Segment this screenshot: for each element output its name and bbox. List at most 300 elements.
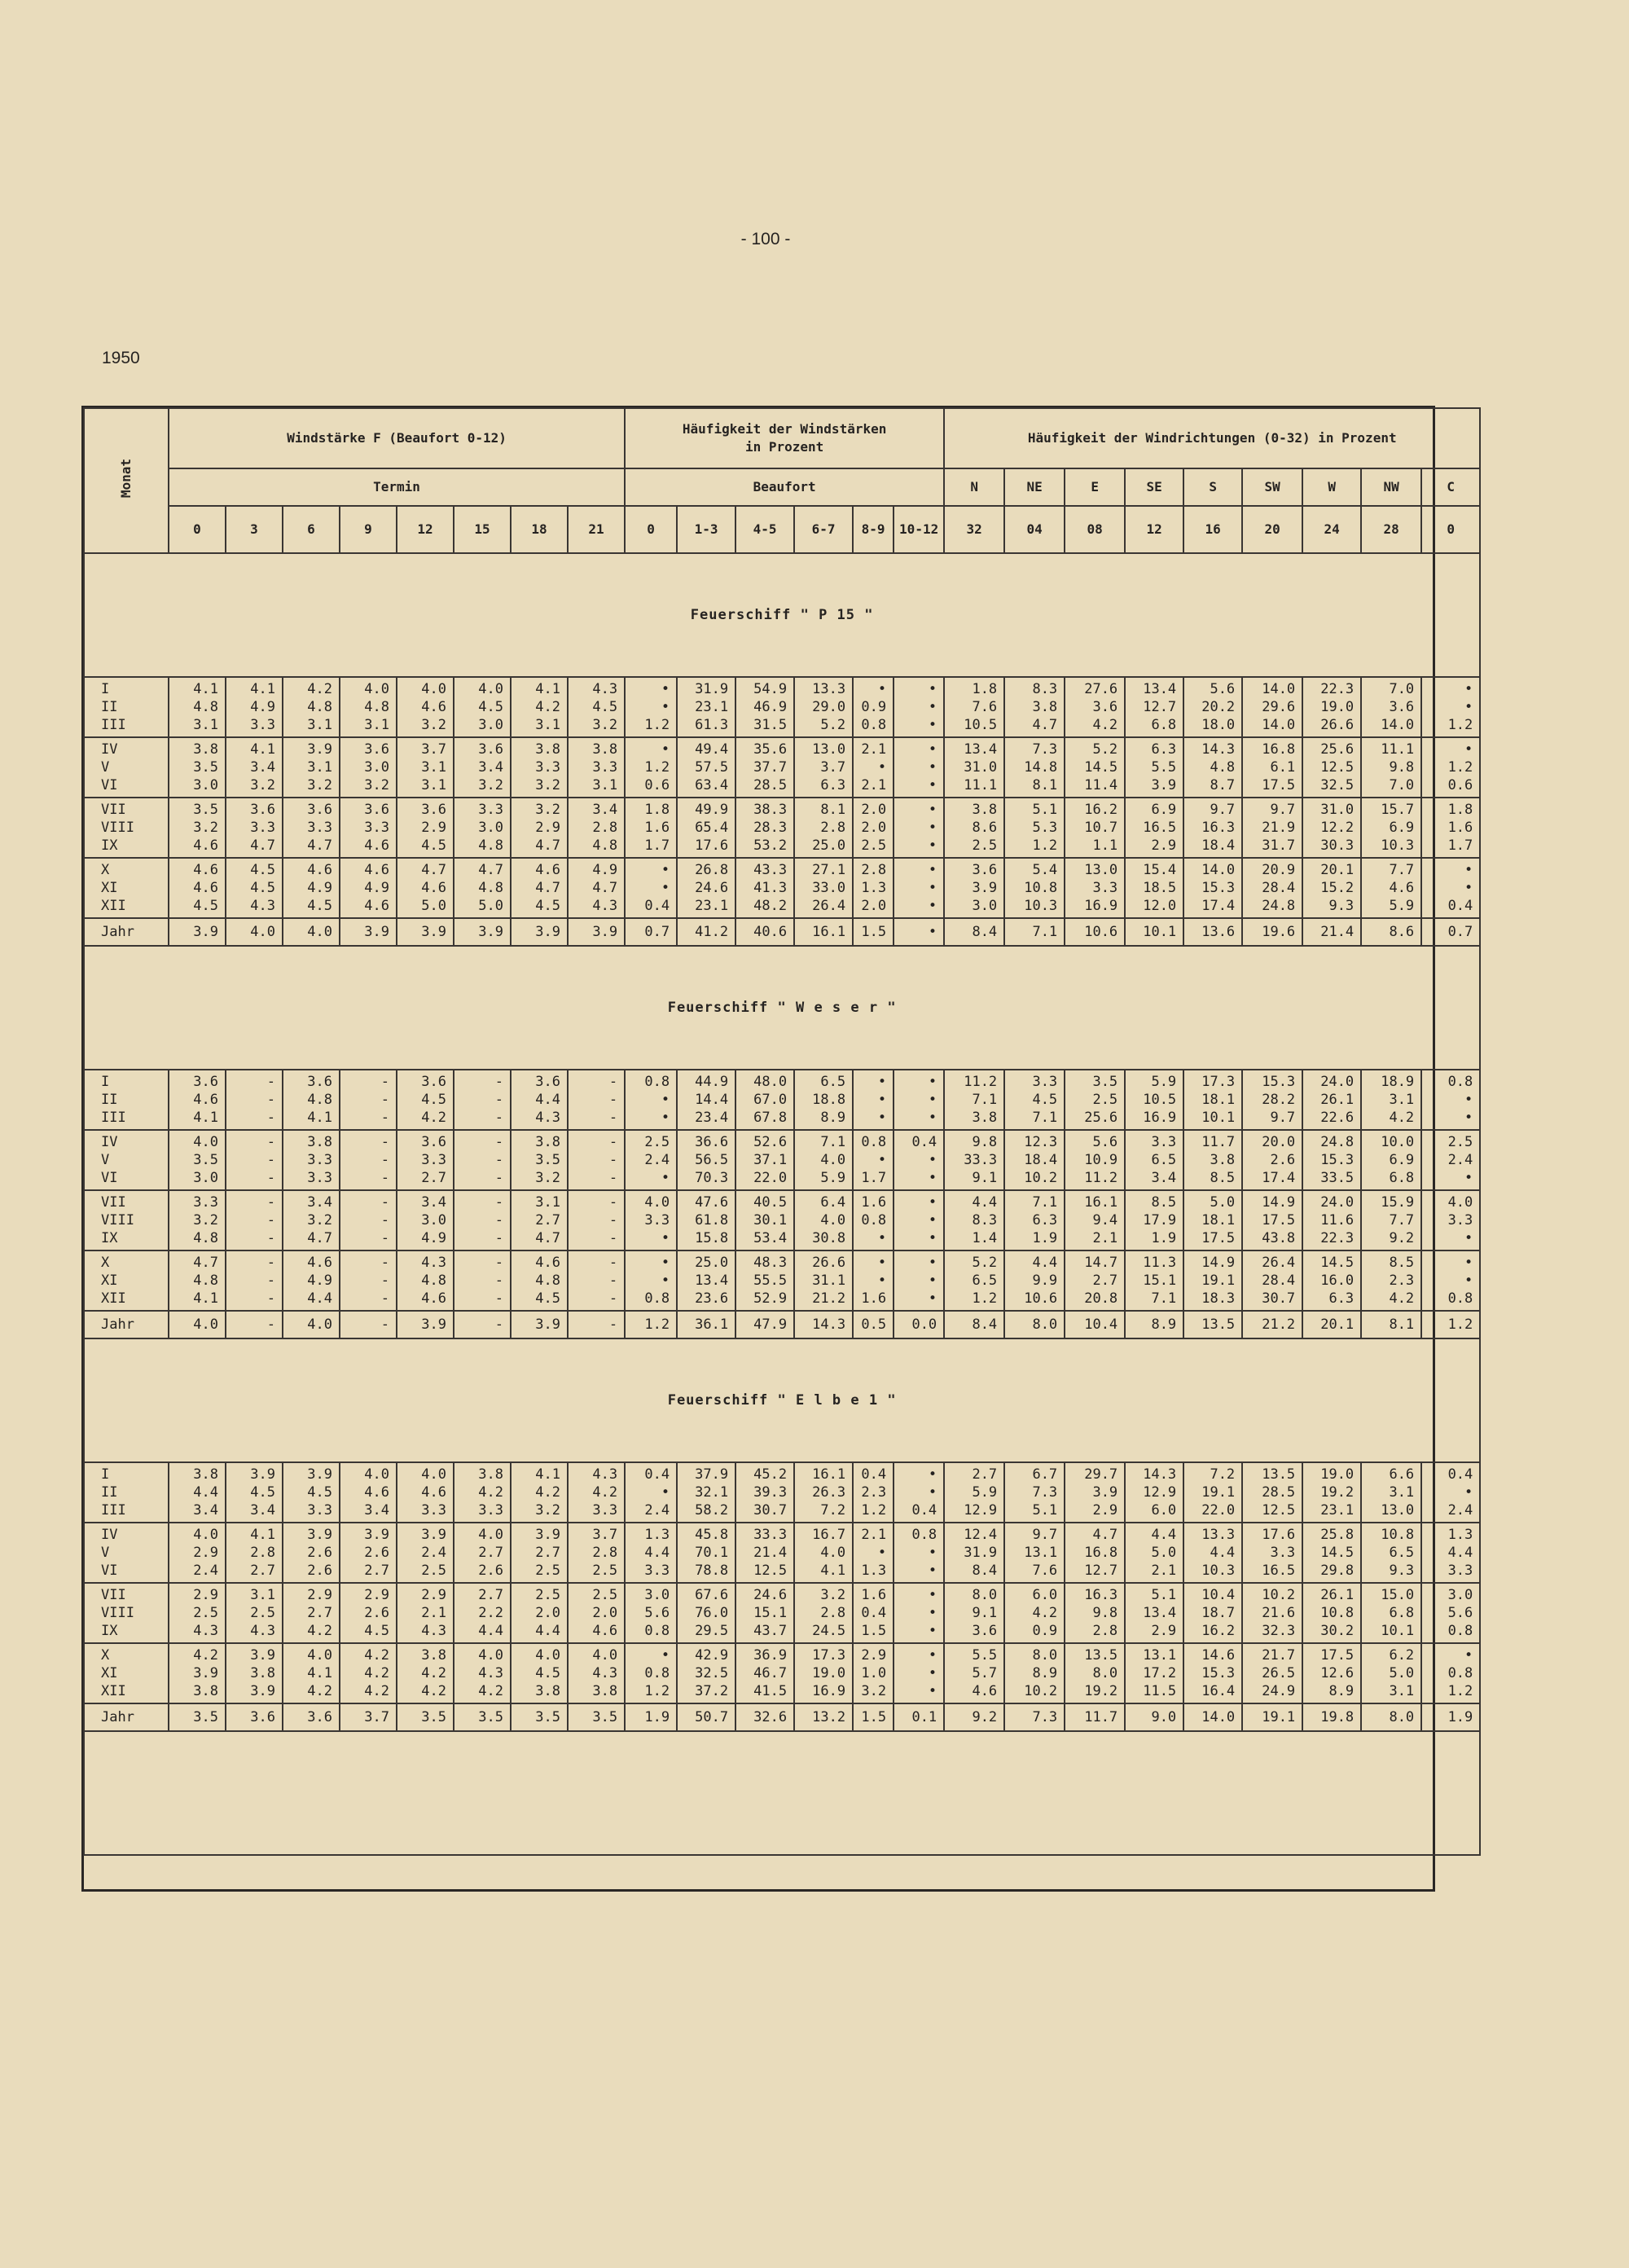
cell-values: • • • [928,1255,937,1307]
value-cell [283,1643,340,1703]
value-cell [677,1250,735,1311]
jahr-value: 3.9 [169,918,226,946]
cell-values: - - - [494,1194,503,1246]
value-cell [1065,858,1125,918]
cell-values: 4.6 4.6 4.5 [193,862,218,914]
value-cell [397,677,454,737]
value-cell [397,798,454,858]
dir-name-header: S [1183,468,1242,506]
cell-values: 5.5 5.7 4.6 [972,1647,998,1699]
cell-values: 8.0 8.9 10.2 [1024,1647,1058,1699]
value-cell [894,1523,944,1583]
value-cell [169,1583,226,1643]
jahr-value: 1.2 [625,1311,677,1338]
value-cell [397,1250,454,1311]
value-cell [1361,1462,1421,1523]
cell-values: 3.6 4.6 4.1 [193,1074,218,1126]
cell-values: 4.7 4.8 5.0 [478,862,503,914]
value-cell [226,1190,283,1250]
cell-values: 4.4 8.3 1.4 [972,1194,998,1246]
value-cell [735,1190,794,1250]
dir-code-header: 08 [1065,506,1125,553]
jahr-value: 8.4 [944,918,1004,946]
cell-values: 4.1 3.4 3.2 [250,741,275,793]
value-cell [625,737,677,798]
jahr-row [84,1703,1480,1731]
value-cell [625,1250,677,1311]
value-cell [677,1070,735,1130]
value-cell [1361,1070,1421,1130]
termin-col-header: 3 [226,506,283,553]
value-cell [340,1070,397,1130]
cell-values: 2.8 1.3 2.0 [861,862,887,914]
jahr-value: 1.9 [625,1703,677,1731]
value-cell [454,1523,511,1583]
value-cell [677,1523,735,1583]
beaufort-col-header: 4-5 [735,506,794,553]
cell-values: • 1.2 0.6 [1447,741,1473,793]
value-cell [853,1070,894,1130]
cell-values: 26.8 24.6 23.1 [695,862,729,914]
month-labels: X XI XII [101,862,126,914]
cell-values: 44.9 14.4 23.4 [695,1074,729,1126]
value-cell [625,798,677,858]
cell-values: 3.4 3.0 4.9 [421,1194,446,1246]
value-cell [853,1462,894,1523]
cell-values: 16.3 9.8 2.8 [1084,1587,1118,1639]
value-cell [1361,1583,1421,1643]
value-cell [1004,1130,1065,1190]
value-cell [944,798,1004,858]
cell-values: 15.3 28.2 9.7 [1262,1074,1296,1126]
jahr-value: 8.0 [1361,1703,1421,1731]
value-cell [1065,1070,1125,1130]
cell-values: 4.0 4.6 3.2 [421,681,446,733]
cell-values: 4.0 2.9 2.4 [193,1527,218,1579]
cell-values: 15.0 6.8 10.1 [1381,1587,1415,1639]
cell-values: 48.0 67.0 67.8 [753,1074,788,1126]
value-cell [226,1130,283,1190]
value-cell [894,1190,944,1250]
cell-values: 25.6 12.5 32.5 [1320,741,1355,793]
value-cell [226,1462,283,1523]
value-cell [169,737,226,798]
cell-values: 9.7 21.9 31.7 [1262,802,1296,854]
jahr-value: 4.0 [169,1311,226,1338]
cell-values: 0.4 2.3 1.2 [861,1466,887,1519]
jahr-value: 3.9 [511,1311,568,1338]
value-cell [677,1130,735,1190]
cell-values: 3.6 3.3 4.7 [250,802,275,854]
cell-values: 6.4 4.0 30.8 [812,1194,846,1246]
value-cell [1125,1583,1183,1643]
jahr-value: 0.7 [1421,918,1480,946]
cell-values: - - - [380,1074,389,1126]
cell-values: 2.9 2.1 4.3 [421,1587,446,1639]
value-cell [1004,798,1065,858]
cell-values: • 1.2 0.6 [644,741,670,793]
cell-values: 3.6 4.8 4.1 [307,1074,332,1126]
jahr-value: 8.9 [1125,1311,1183,1338]
cell-values: • • • [928,1194,937,1246]
cell-values: 17.3 18.1 10.1 [1201,1074,1236,1126]
data-row-group [84,1130,1480,1190]
dir-code-header: 20 [1242,506,1302,553]
cell-values: 11.7 3.8 8.5 [1201,1134,1236,1186]
dir-name-header: SE [1125,468,1183,506]
jahr-value: 3.9 [568,918,625,946]
value-cell [1183,1462,1242,1523]
value-cell [1421,1190,1480,1250]
cell-values: 4.6 4.8 4.5 [535,1255,560,1307]
value-cell [340,1643,397,1703]
cell-values: 3.8 4.2 4.2 [421,1647,446,1699]
cell-values: • • • [928,802,937,854]
value-cell [1421,1523,1480,1583]
jahr-value: 4.0 [226,918,283,946]
cell-values: 6.0 4.2 0.9 [1032,1587,1058,1639]
value-cell [283,1250,340,1311]
value-cell [625,1643,677,1703]
value-cell [1421,677,1480,737]
cell-values: 3.0 5.6 0.8 [644,1587,670,1639]
cell-values: 3.8 3.3 3.3 [307,1134,332,1186]
value-cell [511,1130,568,1190]
cell-values: 4.0 4.1 4.2 [307,1647,332,1699]
value-cell [568,1583,625,1643]
jahr-value: 3.5 [568,1703,625,1731]
value-cell [1361,677,1421,737]
cell-values: 2.1 • 2.1 [861,741,887,793]
value-cell [735,1583,794,1643]
value-cell [1421,1462,1480,1523]
cell-values: 52.6 37.1 22.0 [753,1134,788,1186]
value-cell [1361,1190,1421,1250]
value-cell [1004,1643,1065,1703]
cell-values: 13.3 4.4 10.3 [1201,1527,1236,1579]
cell-values: 3.8 3.5 3.0 [193,741,218,793]
data-row-group [84,1583,1480,1643]
section-title-row [84,946,1480,1070]
value-cell [853,677,894,737]
cell-values: • • • [928,862,937,914]
cell-values: 4.6 4.9 4.6 [364,862,389,914]
haeufigkeit-windstaerken-header: Häufigkeit der Windstärken in Prozent [625,408,944,468]
jahr-value: 3.5 [511,1703,568,1731]
data-row-group [84,1190,1480,1250]
cell-values: 7.1 6.3 1.9 [1032,1194,1058,1246]
month-cell [84,1250,169,1311]
value-cell [735,798,794,858]
value-cell [568,858,625,918]
jahr-row [84,1311,1480,1338]
cell-values: 14.3 4.8 8.7 [1201,741,1236,793]
value-cell [1065,677,1125,737]
cell-values: • • 0.8 [644,1255,670,1307]
dir-code-header: 32 [944,506,1004,553]
value-cell [397,1462,454,1523]
data-row-group [84,1070,1480,1130]
value-cell [853,1190,894,1250]
value-cell [1004,1523,1065,1583]
value-cell [735,1643,794,1703]
value-cell [794,858,853,918]
month-cell [84,858,169,918]
value-cell [853,798,894,858]
jahr-value: 14.0 [1183,1703,1242,1731]
value-cell [1125,1643,1183,1703]
value-cell [1183,1130,1242,1190]
value-cell [511,1250,568,1311]
cell-values: 35.6 37.7 28.5 [753,741,788,793]
value-cell [454,1643,511,1703]
cell-values: 14.3 12.9 6.0 [1143,1466,1177,1519]
month-cell [84,1070,169,1130]
cell-values: 6.3 5.5 3.9 [1151,741,1177,793]
cell-values: 4.1 4.2 3.2 [535,1466,560,1519]
jahr-value: 1.5 [853,918,894,946]
cell-values: 3.9 2.6 2.7 [364,1527,389,1579]
cell-values: 17.3 19.0 16.9 [812,1647,846,1699]
value-cell [677,798,735,858]
value-cell [1361,858,1421,918]
cell-values: 3.0 5.6 0.8 [1447,1587,1473,1639]
value-cell [397,1523,454,1583]
value-cell [625,1523,677,1583]
jahr-value: 8.0 [1004,1311,1065,1338]
cell-values: 0.4 • • [911,1134,937,1186]
cell-values: 4.7 4.8 4.1 [193,1255,218,1307]
value-cell [677,677,735,737]
cell-values: 2.5 2.0 4.4 [535,1587,560,1639]
cell-values: 2.5 2.4 • [644,1134,670,1186]
cell-values: 54.9 46.9 31.5 [753,681,788,733]
value-cell [568,798,625,858]
cell-values: 3.9 2.7 2.5 [535,1527,560,1579]
value-cell [397,858,454,918]
value-cell [397,1190,454,1250]
value-cell [1125,1130,1183,1190]
jahr-value: 3.7 [340,1703,397,1731]
cell-values: 17.5 12.6 8.9 [1320,1647,1355,1699]
value-cell [1302,1250,1361,1311]
value-cell [454,1250,511,1311]
value-cell [1183,737,1242,798]
jahr-value: 3.9 [340,918,397,946]
value-cell [511,1190,568,1250]
cell-values: 37.9 32.1 58.2 [695,1466,729,1519]
cell-values: 3.6 2.9 4.5 [421,802,446,854]
beaufort-col-header: 6-7 [794,506,853,553]
value-cell [1421,1250,1480,1311]
value-cell [677,1190,735,1250]
value-cell [853,1130,894,1190]
cell-values: 3.2 2.8 24.5 [812,1587,846,1639]
jahr-value: • [894,918,944,946]
cell-values: 4.0 4.8 3.1 [364,681,389,733]
jahr-value: 8.4 [944,1311,1004,1338]
jahr-value: 8.6 [1361,918,1421,946]
value-cell [454,1462,511,1523]
month-cell [84,1130,169,1190]
value-cell [397,1643,454,1703]
jahr-value: - [226,1311,283,1338]
empty-cell [84,1731,1480,1855]
cell-values: 2.0 2.0 2.5 [861,802,887,854]
value-cell [226,1070,283,1130]
value-cell [169,1643,226,1703]
cell-values: 2.5 2.0 4.6 [592,1587,618,1639]
value-cell [283,1462,340,1523]
data-row-group [84,1462,1480,1523]
value-cell [1125,677,1183,737]
value-cell [1183,1070,1242,1130]
cell-values: 3.4 3.2 4.7 [307,1194,332,1246]
termin-col-header: 9 [340,506,397,553]
cell-values: 4.0 4.5 3.8 [535,1647,560,1699]
value-cell [1242,798,1302,858]
value-cell [454,1190,511,1250]
value-cell [625,1583,677,1643]
month-cell [84,1643,169,1703]
value-cell [625,677,677,737]
cell-values: 2.1 • 1.3 [861,1527,887,1579]
value-cell [1361,1643,1421,1703]
value-cell [1421,737,1480,798]
jahr-value: 9.0 [1125,1703,1183,1731]
jahr-value: 4.0 [283,918,340,946]
cell-values: 4.0 4.3 4.2 [478,1647,503,1699]
cell-values: 1.6 0.8 • [861,1194,887,1246]
value-cell [1242,1070,1302,1130]
cell-values: - - - [380,1194,389,1246]
beaufort-header: Beaufort [625,468,944,506]
wind-statistics-table [83,407,1481,1856]
cell-values: 27.1 33.0 26.4 [812,862,846,914]
value-cell [735,1130,794,1190]
cell-values: 2.7 2.2 4.4 [478,1587,503,1639]
value-cell [1183,1583,1242,1643]
value-cell [340,858,397,918]
value-cell [1065,1462,1125,1523]
cell-values: 4.0 3.3 • [644,1194,670,1246]
jahr-row [84,918,1480,946]
value-cell [944,1462,1004,1523]
jahr-value: 13.2 [794,1703,853,1731]
value-cell [735,737,794,798]
value-cell [1302,1462,1361,1523]
value-cell [340,1190,397,1250]
cell-values: 3.9 2.6 2.6 [307,1527,332,1579]
value-cell [794,1190,853,1250]
cell-values: 22.3 19.0 26.6 [1320,681,1355,733]
cell-values: 13.3 29.0 5.2 [812,681,846,733]
value-cell [1242,737,1302,798]
value-cell [511,798,568,858]
cell-values: 14.9 19.1 18.3 [1201,1255,1236,1307]
value-cell [1004,1583,1065,1643]
value-cell [625,858,677,918]
value-cell [894,1643,944,1703]
cell-values: 3.9 4.5 3.4 [250,1466,275,1519]
cell-values: • • • [877,1074,887,1126]
cell-values: 19.0 19.2 23.1 [1320,1466,1355,1519]
cell-values: 9.8 33.3 9.1 [964,1134,998,1186]
cell-values: • • • [928,681,937,733]
value-cell [1242,1462,1302,1523]
value-cell [894,1462,944,1523]
cell-values: 3.8 4.2 3.3 [478,1466,503,1519]
cell-values: 36.9 46.7 41.5 [753,1647,788,1699]
cell-values: 4.2 3.9 3.8 [193,1647,218,1699]
value-cell [625,1190,677,1250]
value-cell [169,1070,226,1130]
cell-values: 4.0 4.6 3.3 [421,1466,446,1519]
data-row-group [84,858,1480,918]
jahr-label: Jahr [84,1703,169,1731]
month-labels: VII VIII IX [101,1194,134,1246]
jahr-value: 3.6 [283,1703,340,1731]
cell-values: 5.2 6.5 1.2 [972,1255,998,1307]
dir-code-header: 28 [1361,506,1421,553]
cell-values: 5.9 10.5 16.9 [1143,1074,1177,1126]
cell-values: 4.3 4.8 4.6 [421,1255,446,1307]
value-cell [1361,1250,1421,1311]
value-cell [568,677,625,737]
value-cell [794,677,853,737]
cell-values: 10.0 6.9 6.8 [1381,1134,1415,1186]
cell-values: 45.8 70.1 78.8 [695,1527,729,1579]
cell-values: 3.8 3.3 3.1 [592,741,618,793]
value-cell [226,737,283,798]
cell-values: • 0.9 0.8 [861,681,887,733]
value-cell [1125,1070,1183,1130]
value-cell [511,1070,568,1130]
jahr-value: 1.5 [853,1703,894,1731]
section-title: Feuerschiff " W e s e r " [84,946,1480,1070]
cell-values: 8.5 17.9 1.9 [1143,1194,1177,1246]
value-cell [1065,1523,1125,1583]
value-cell [340,1462,397,1523]
cell-values: • 0.8 1.2 [644,1647,670,1699]
cell-values: 67.6 76.0 29.5 [695,1587,729,1639]
value-cell [283,1523,340,1583]
cell-values: 4.1 2.8 2.7 [250,1527,275,1579]
cell-values: 3.4 2.8 4.8 [592,802,618,854]
value-cell [894,1250,944,1311]
cell-values: 31.0 12.2 30.3 [1320,802,1355,854]
data-row-group [84,798,1480,858]
cell-values: 4.1 4.9 3.3 [250,681,275,733]
cell-values: 13.5 28.5 12.5 [1262,1466,1296,1519]
cell-values: - - - [494,1255,503,1307]
value-cell [735,1070,794,1130]
cell-values: 1.8 1.6 1.7 [644,802,670,854]
cell-values: 45.2 39.3 30.7 [753,1466,788,1519]
value-cell [1125,798,1183,858]
dir-name-header: W [1302,468,1361,506]
cell-values: 4.1 4.8 3.1 [193,681,218,733]
jahr-value: 47.9 [735,1311,794,1338]
cell-values: 13.1 17.2 11.5 [1143,1647,1177,1699]
value-cell [1421,798,1480,858]
value-cell [568,1462,625,1523]
value-cell [169,1130,226,1190]
cell-values: 25.8 14.5 29.8 [1320,1527,1355,1579]
jahr-value: 7.3 [1004,1703,1065,1731]
value-cell [794,1643,853,1703]
value-cell [397,1130,454,1190]
